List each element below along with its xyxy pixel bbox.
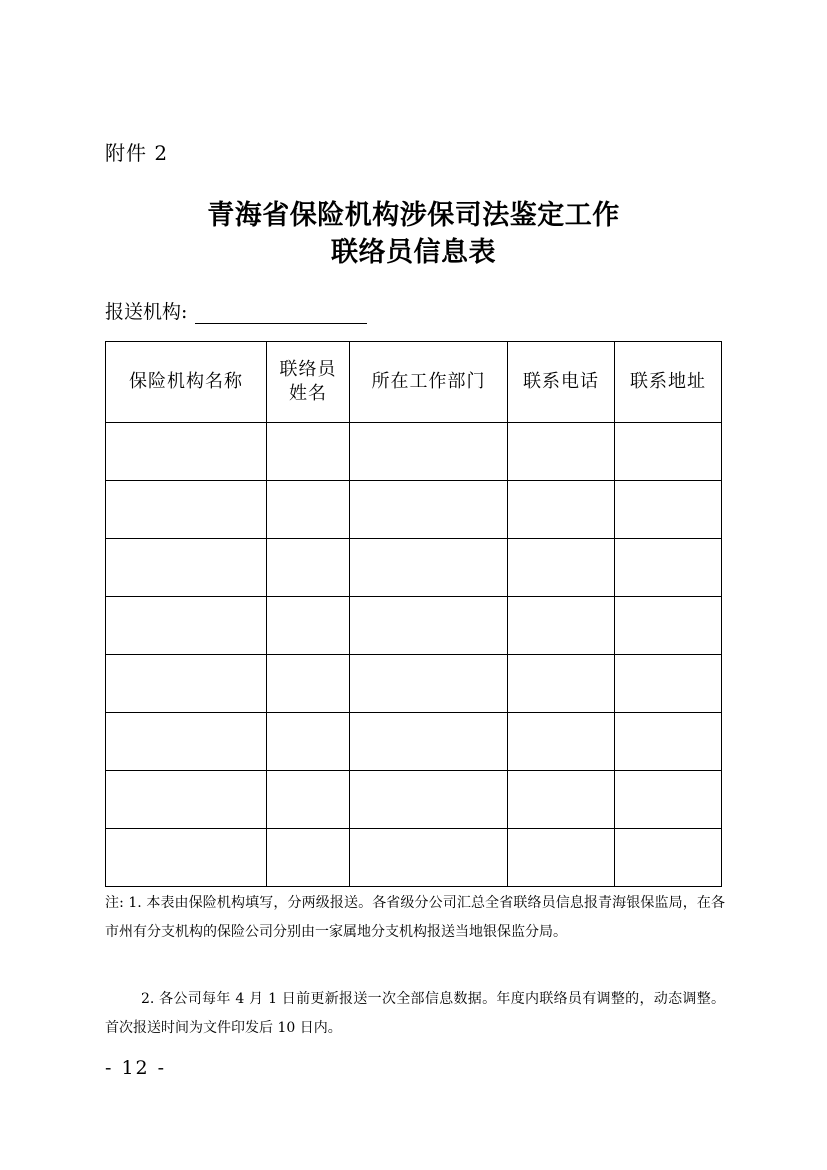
table-cell-address (615, 539, 722, 597)
table-cell-institution-name (106, 771, 267, 829)
header-address: 联系地址 (615, 342, 722, 423)
page-number: - 12 - (105, 1057, 167, 1079)
table-header-row (106, 342, 722, 423)
table-cell-institution-name (106, 539, 267, 597)
table-cell-liaison-name (267, 481, 350, 539)
table-cell-phone (508, 539, 615, 597)
table-cell-address (615, 481, 722, 539)
table-cell-department (350, 539, 508, 597)
table-cell-institution-name (106, 597, 267, 655)
table-cell-address (615, 829, 722, 887)
header-department: 所在工作部门 (350, 342, 508, 423)
table-row (106, 423, 722, 481)
table-cell-department (350, 423, 508, 481)
table-row (106, 597, 722, 655)
table-cell-liaison-name (267, 713, 350, 771)
table-cell-address (615, 655, 722, 713)
table-cell-department (350, 713, 508, 771)
document-title-line1: 青海省保险机构涉保司法鉴定工作 (207, 200, 620, 231)
table-cell-department (350, 481, 508, 539)
table-body (106, 423, 722, 887)
table-cell-phone (508, 481, 615, 539)
note-2: 2. 各公司每年 4 月 1 日前更新报送一次全部信息数据。年度内联络员有调整的，动态调整。首次报送时间为文件印发后 10 日内。 (105, 991, 725, 1036)
table-row (106, 481, 722, 539)
table-cell-phone (508, 713, 615, 771)
table-cell-address (615, 771, 722, 829)
header-phone: 联系电话 (508, 342, 615, 423)
liaison-info-table (105, 341, 722, 887)
table-row (106, 829, 722, 887)
table-cell-department (350, 597, 508, 655)
table-cell-institution-name (106, 655, 267, 713)
table-cell-liaison-name (267, 597, 350, 655)
table-cell-phone (508, 655, 615, 713)
table-row (106, 539, 722, 597)
table-cell-institution-name (106, 713, 267, 771)
table-row (106, 713, 722, 771)
attachment-label: 附件 2 (105, 141, 169, 165)
table-cell-liaison-name (267, 423, 350, 481)
table-cell-department (350, 655, 508, 713)
table-cell-phone (508, 829, 615, 887)
table-row (106, 771, 722, 829)
table-cell-address (615, 423, 722, 481)
table-cell-institution-name (106, 481, 267, 539)
table-cell-address (615, 597, 722, 655)
reporting-org-blank-line (195, 301, 367, 324)
reporting-org-row (105, 297, 367, 324)
table-cell-liaison-name (267, 771, 350, 829)
table-cell-department (350, 829, 508, 887)
table-row (106, 655, 722, 713)
reporting-org-label: 报送机构: (105, 301, 188, 323)
header-liaison-name: 联络员 姓名 (267, 342, 350, 423)
table-cell-liaison-name (267, 539, 350, 597)
table-cell-institution-name (106, 423, 267, 481)
table-cell-phone (508, 771, 615, 829)
table-cell-institution-name (106, 829, 267, 887)
table-cell-liaison-name (267, 829, 350, 887)
table-cell-address (615, 713, 722, 771)
document-title-line2: 联络员信息表 (331, 237, 496, 268)
header-institution-name: 保险机构名称 (106, 342, 267, 423)
table-cell-phone (508, 597, 615, 655)
note-1: 注: 1. 本表由保险机构填写，分两级报送。各省级分公司汇总全省联络员信息报青海银保监局，在各市州有分支机构的保险公司分别由一家属地分支机构报送当地银保监分局。 (105, 895, 725, 940)
table-cell-department (350, 771, 508, 829)
table-cell-liaison-name (267, 655, 350, 713)
table-cell-phone (508, 423, 615, 481)
